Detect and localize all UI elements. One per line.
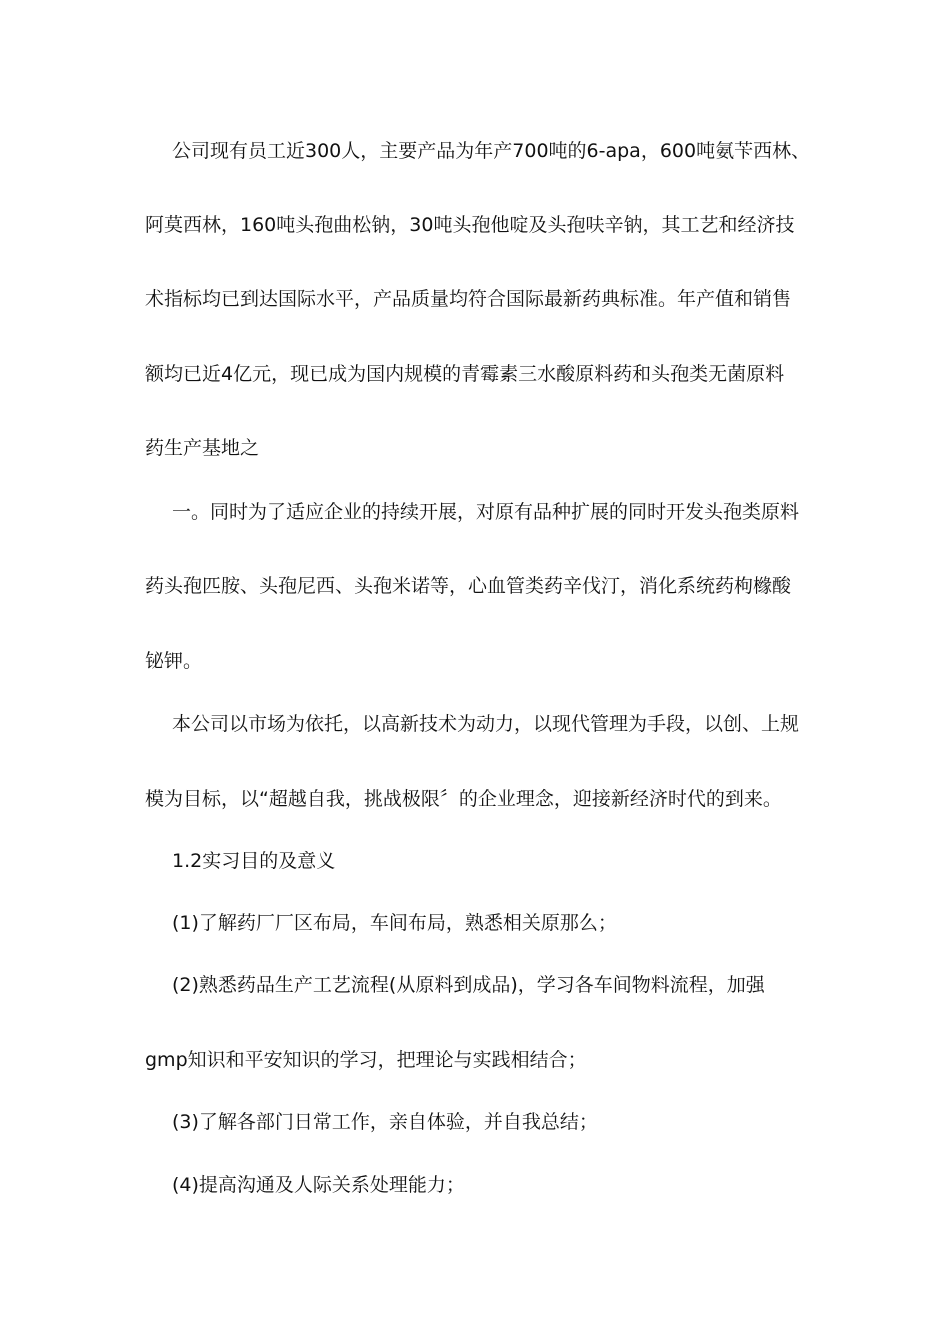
list-item-1: (1)了解药厂厂区布局，车间布局，熟悉相关原那么； xyxy=(172,912,617,934)
list-item-2-line-2: gmp知识和平安知识的学习，把理论与实践相结合； xyxy=(145,1049,587,1071)
paragraph-3-line-1: 本公司以市场为依托，以高新技术为动力，以现代管理为手段，以创、上规 xyxy=(172,713,800,735)
paragraph-1-line-3: 术指标均已到达国际水平，产品质量均符合国际最新药典标准。年产值和销售 xyxy=(145,288,792,310)
paragraph-1-line-5: 药生产基地之 xyxy=(145,437,260,459)
paragraph-2-line-3: 铋钾。 xyxy=(145,650,203,672)
list-item-4: (4)提高沟通及人际关系处理能力； xyxy=(172,1174,465,1196)
list-item-2-line-1: (2)熟悉药品生产工艺流程(从原料到成品)，学习各车间物料流程，加强 xyxy=(172,974,765,996)
paragraph-2-line-1: 一。同时为了适应企业的持续开展，对原有品种扩展的同时开发头孢类原料 xyxy=(172,501,800,523)
paragraph-1-line-1: 公司现有员工近300人，主要产品为年产700吨的6-apa，600吨氨苄西林、 xyxy=(172,140,811,162)
list-item-3: (3)了解各部门日常工作，亲自体验，并自我总结； xyxy=(172,1111,598,1133)
paragraph-1-line-2: 阿莫西林，160吨头孢曲松钠，30吨头孢他啶及头孢呋辛钠，其工艺和经济技 xyxy=(145,214,795,236)
paragraph-1-line-4: 额均已近4亿元，现已成为国内规模的青霉素三水酸原料药和头孢类无菌原料 xyxy=(145,363,785,385)
section-heading: 1.2实习目的及意义 xyxy=(172,850,336,872)
paragraph-3-line-2: 模为目标，以“超越自我，挑战极限〞的企业理念，迎接新经济时代的到来。 xyxy=(145,788,782,810)
paragraph-2-line-2: 药头孢匹胺、头孢尼西、头孢米诺等，心血管类药辛伐汀，消化系统药枸橼酸 xyxy=(145,575,792,597)
